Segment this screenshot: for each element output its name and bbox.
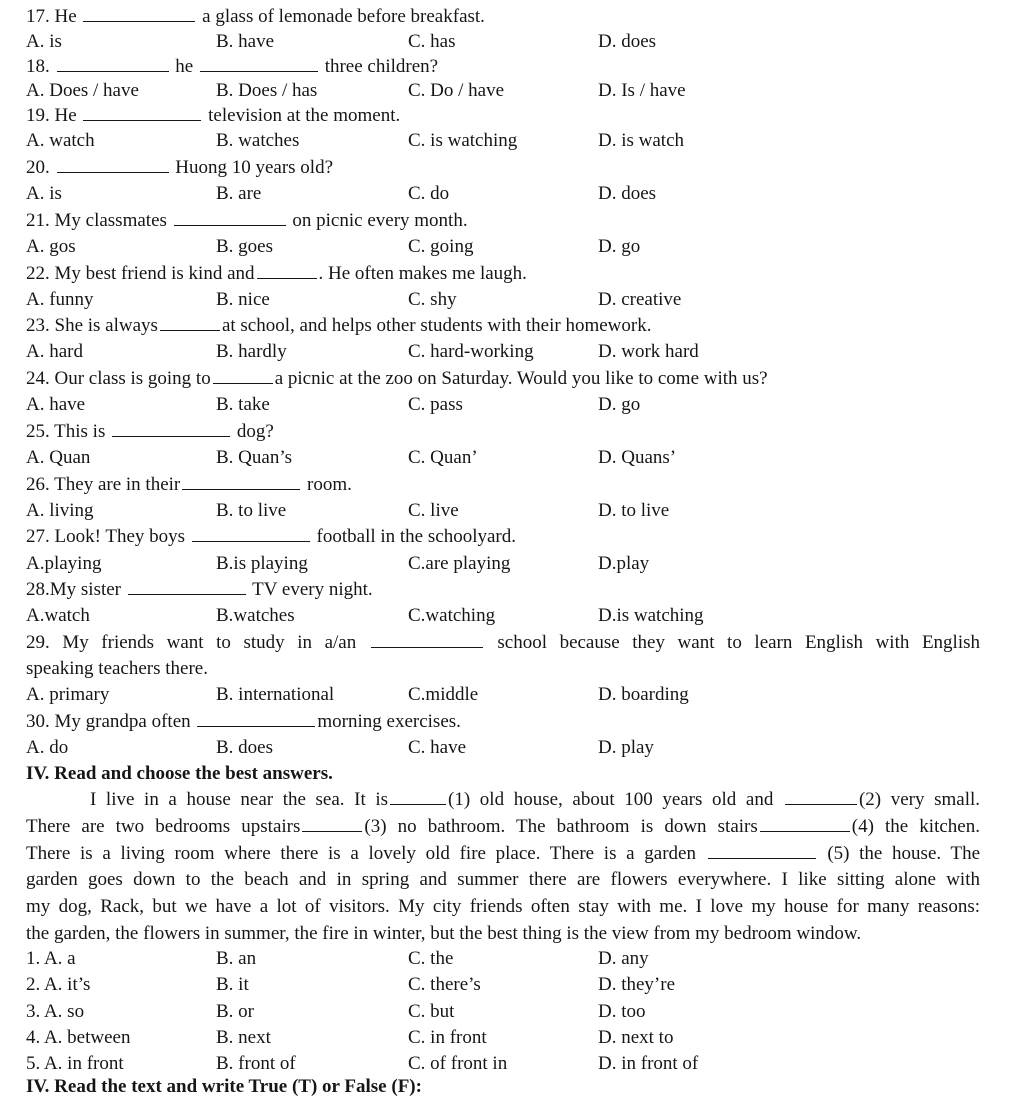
stem-text: he: [170, 56, 198, 77]
question-stem: [26, 366, 984, 392]
stem-text: garden goes down to the beach and in spring and summer there are flowers everywhere. I like sitting alone with: [26, 869, 980, 891]
question-options: [26, 234, 984, 260]
stem-text: school because they want to learn English with English: [484, 632, 980, 653]
section-heading: IV. Read and choose the best answers.: [26, 763, 333, 784]
passage-line: [26, 867, 980, 894]
passage-answer-row: [26, 1051, 984, 1077]
option-a[interactable]: A. gos: [26, 236, 76, 257]
option-d[interactable]: D. boarding: [598, 684, 689, 705]
stem-text: (5) the house. The: [817, 842, 981, 864]
option-a[interactable]: A. is: [26, 183, 62, 204]
passage-answer-row: [26, 972, 984, 998]
question-stem: [26, 709, 984, 735]
option-b[interactable]: B. or: [216, 1001, 254, 1022]
answer-blank[interactable]: [182, 472, 300, 490]
option-c[interactable]: C.middle: [408, 684, 479, 705]
stem-text: 26. They are in their: [26, 474, 181, 495]
passage-line: [26, 921, 980, 948]
option-b[interactable]: B. Quan’s: [216, 447, 292, 468]
option-c[interactable]: C. have: [408, 737, 467, 758]
option-d[interactable]: D. they’re: [598, 974, 676, 995]
option-b[interactable]: B. an: [216, 948, 257, 969]
stem-text: (3) no bathroom. The bathroom is down stairs: [364, 815, 758, 837]
option-b[interactable]: B. does: [216, 737, 273, 758]
option-d[interactable]: D. does: [598, 183, 657, 204]
option-c[interactable]: C. but: [408, 1001, 455, 1022]
option-d[interactable]: D. Quans’: [598, 447, 677, 468]
question-options: [26, 735, 984, 761]
question-options: [26, 29, 984, 55]
stem-text: television at the moment.: [203, 105, 401, 126]
next-section-heading: IV. Read the text and write True (T) or False (F):: [26, 1076, 422, 1097]
stem-text: (4) the kitchen.: [851, 815, 980, 837]
option-a[interactable]: A. watch: [26, 130, 95, 151]
option-a[interactable]: A.playing: [26, 553, 102, 574]
option-b[interactable]: B. front of: [216, 1053, 296, 1074]
answer-blank[interactable]: [760, 814, 850, 832]
option-a[interactable]: A. hard: [26, 341, 83, 362]
option-b[interactable]: B. to live: [216, 500, 287, 521]
stem-text: 24. Our class is going to: [26, 368, 211, 389]
option-b[interactable]: B. nice: [216, 289, 270, 310]
stem-text: 23. She is always: [26, 315, 158, 336]
option-a[interactable]: A. funny: [26, 289, 94, 310]
stem-text: There is a living room where there is a lovely old fire place. There is a garden: [26, 842, 706, 864]
question-options: [26, 339, 984, 365]
answer-blank[interactable]: [785, 787, 857, 805]
option-a[interactable]: A. is: [26, 31, 62, 52]
stem-text: a glass of lemonade before breakfast.: [197, 6, 485, 27]
question-stem: [26, 313, 984, 339]
option-b[interactable]: B. take: [216, 394, 270, 415]
passage-line: [26, 841, 980, 868]
option-b[interactable]: B. next: [216, 1027, 271, 1048]
option-d[interactable]: D. does: [598, 31, 657, 52]
option-c[interactable]: C. the: [408, 948, 454, 969]
stem-text: 29. My friends want to study in a/an: [26, 632, 369, 653]
stem-text: . He often makes me laugh.: [318, 263, 527, 284]
option-a[interactable]: A. Does / have: [26, 80, 139, 101]
option-d[interactable]: D.play: [598, 553, 650, 574]
stem-text: There are two bedrooms upstairs: [26, 815, 301, 837]
passage-answer-row: [26, 1025, 984, 1051]
option-c[interactable]: C. pass: [408, 394, 463, 415]
option-a[interactable]: 3. A. so: [26, 1001, 85, 1022]
question-options: [26, 181, 984, 207]
stem-text: (1) old house, about 100 years old and: [448, 789, 783, 810]
answer-blank[interactable]: [83, 4, 195, 22]
option-c[interactable]: C. in front: [408, 1027, 487, 1048]
stem-text: 30. My grandpa often: [26, 711, 196, 732]
option-a[interactable]: A. primary: [26, 684, 110, 705]
option-d[interactable]: D. to live: [598, 500, 670, 521]
question-stem: [26, 630, 984, 656]
answer-blank[interactable]: [200, 54, 318, 72]
stem-text: 17. He: [26, 6, 82, 27]
option-b[interactable]: B. have: [216, 31, 275, 52]
question-options: [26, 551, 984, 577]
answer-blank[interactable]: [192, 524, 310, 542]
option-d[interactable]: D. work hard: [598, 341, 699, 362]
stem-text: 20.: [26, 157, 55, 178]
passage-answer-row: [26, 946, 984, 972]
passage-line: [26, 894, 980, 921]
option-d[interactable]: D. Is / have: [598, 80, 686, 101]
stem-text: 25. This is: [26, 421, 111, 442]
option-b[interactable]: B.watches: [216, 605, 295, 626]
question-options: [26, 287, 984, 313]
option-d[interactable]: D. is watch: [598, 130, 685, 151]
question-options: [26, 78, 984, 104]
stem-text: morning exercises.: [317, 711, 461, 732]
answer-blank[interactable]: [83, 103, 201, 121]
option-d[interactable]: D. play: [598, 737, 654, 758]
answer-blank[interactable]: [197, 709, 315, 727]
option-b[interactable]: B. international: [216, 684, 335, 705]
option-d[interactable]: D. creative: [598, 289, 682, 310]
answer-blank[interactable]: [57, 155, 169, 173]
option-d[interactable]: D. in front of: [598, 1053, 699, 1074]
option-a[interactable]: 5. A. in front: [26, 1053, 124, 1074]
stem-text: a picnic at the zoo on Saturday. Would you like to come with us?: [274, 368, 768, 389]
reading-passage: [26, 787, 980, 948]
stem-text: 28.My sister: [26, 579, 126, 600]
question-stem: [26, 472, 984, 498]
option-b[interactable]: B. watches: [216, 130, 300, 151]
option-b[interactable]: B. Does / has: [216, 80, 318, 101]
answer-blank[interactable]: [128, 577, 246, 595]
option-a[interactable]: A. Quan: [26, 447, 91, 468]
option-c[interactable]: C. do: [408, 183, 450, 204]
answer-blank[interactable]: [57, 54, 169, 72]
question-stem: [26, 208, 984, 234]
answer-blank[interactable]: [708, 841, 816, 859]
question-stem: [26, 155, 984, 181]
option-a[interactable]: 1. A. a: [26, 948, 76, 969]
option-d[interactable]: D. next to: [598, 1027, 674, 1048]
option-c[interactable]: C. there’s: [408, 974, 481, 995]
option-a[interactable]: A. have: [26, 394, 86, 415]
question-stem: [26, 577, 984, 603]
stem-text: 19. He: [26, 105, 82, 126]
stem-text: I live in a house near the sea. It is: [90, 789, 389, 810]
option-c[interactable]: C. shy: [408, 289, 457, 310]
option-b[interactable]: B. are: [216, 183, 262, 204]
question-stem: [26, 54, 984, 80]
stem-text: 27. Look! They boys: [26, 526, 190, 547]
answer-blank[interactable]: [213, 366, 273, 384]
option-a[interactable]: 2. A. it’s: [26, 974, 91, 995]
option-c[interactable]: C. of front in: [408, 1053, 508, 1074]
answer-blank[interactable]: [160, 313, 220, 331]
answer-blank[interactable]: [371, 630, 483, 648]
passage-answer-row: [26, 999, 984, 1025]
option-b[interactable]: B.is playing: [216, 553, 308, 574]
option-d[interactable]: D. go: [598, 394, 641, 415]
option-a[interactable]: A. living: [26, 500, 94, 521]
option-d[interactable]: D. too: [598, 1001, 646, 1022]
answer-blank[interactable]: [302, 814, 362, 832]
question-options: [26, 603, 984, 629]
question-stem: [26, 103, 984, 129]
option-c[interactable]: C. is watching: [408, 130, 518, 151]
option-d[interactable]: D. go: [598, 236, 641, 257]
question-options: [26, 498, 984, 524]
option-c[interactable]: C. hard-working: [408, 341, 534, 362]
option-c[interactable]: C. live: [408, 500, 459, 521]
stem-text: football in the schoolyard.: [311, 526, 516, 547]
stem-text: room.: [302, 474, 352, 495]
stem-text: three children?: [319, 56, 439, 77]
option-b[interactable]: B. hardly: [216, 341, 287, 362]
option-c[interactable]: C. has: [408, 31, 456, 52]
question-stem: [26, 4, 984, 30]
question-stem: [26, 261, 984, 287]
option-c[interactable]: C. Do / have: [408, 80, 505, 101]
option-b[interactable]: B. goes: [216, 236, 273, 257]
passage-line: [26, 787, 980, 814]
question-stem-continuation: speaking teachers there.: [26, 658, 208, 679]
option-c[interactable]: C.watching: [408, 605, 496, 626]
option-c[interactable]: C.are playing: [408, 553, 511, 574]
stem-text: Huong 10 years old?: [170, 157, 334, 178]
stem-text: my dog, Rack, but we have a lot of visitors. My city friends often stay with me. I love my house for many reasons:: [26, 896, 980, 918]
answer-blank[interactable]: [112, 419, 230, 437]
option-c[interactable]: C. Quan’: [408, 447, 478, 468]
stem-text: (2) very small.: [858, 789, 980, 810]
question-options: [26, 128, 984, 154]
stem-text: 18.: [26, 56, 55, 77]
option-c[interactable]: C. going: [408, 236, 474, 257]
question-options: [26, 682, 984, 708]
stem-text: 22. My best friend is kind and: [26, 263, 255, 284]
question-stem: [26, 419, 984, 445]
question-stem-justified: [26, 630, 980, 656]
stem-text: at school, and helps other students with their homework.: [221, 315, 652, 336]
question-stem: [26, 524, 984, 550]
option-b[interactable]: B. it: [216, 974, 249, 995]
stem-text: on picnic every month.: [287, 210, 468, 231]
option-d[interactable]: D.is watching: [598, 605, 704, 626]
stem-text: dog?: [232, 421, 274, 442]
option-a[interactable]: A.watch: [26, 605, 90, 626]
question-options: [26, 445, 984, 471]
question-options: [26, 392, 984, 418]
option-a[interactable]: 4. A. between: [26, 1027, 131, 1048]
option-d[interactable]: D. any: [598, 948, 649, 969]
answer-blank[interactable]: [174, 208, 286, 226]
stem-text: TV every night.: [247, 579, 373, 600]
option-a[interactable]: A. do: [26, 737, 69, 758]
answer-blank[interactable]: [390, 787, 446, 805]
passage-line: [26, 814, 980, 841]
stem-text: 21. My classmates: [26, 210, 172, 231]
answer-blank[interactable]: [257, 261, 317, 279]
stem-text: the garden, the flowers in summer, the fire in winter, but the best thing is the view from my bedroom window.: [26, 922, 862, 944]
